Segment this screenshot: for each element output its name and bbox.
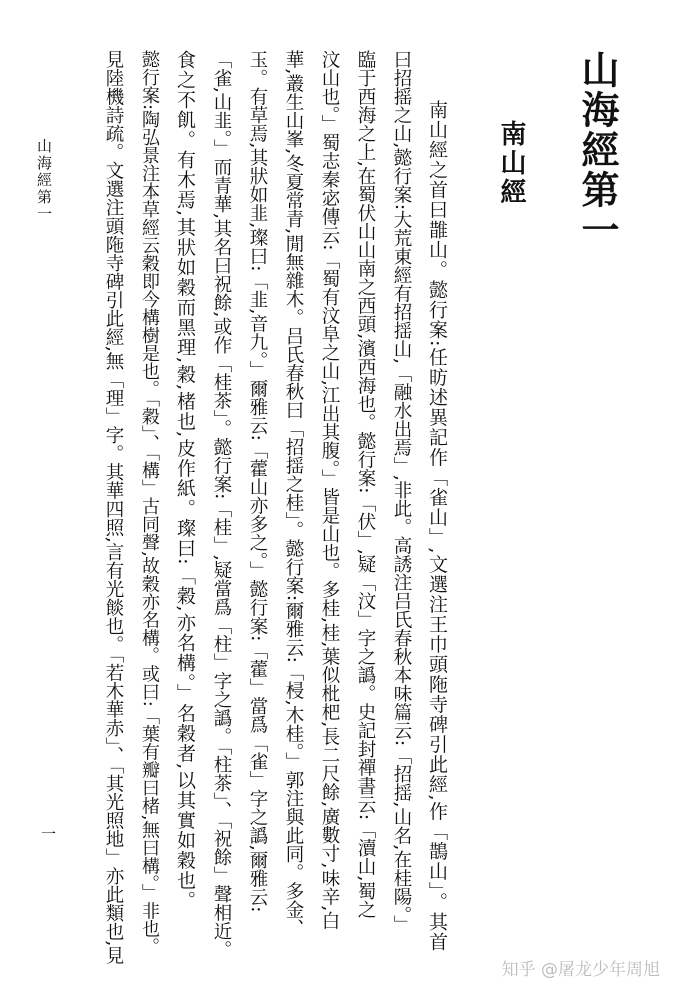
running-head: 山海經第一 [35, 138, 53, 223]
page-number: 一 [39, 826, 57, 841]
text-column-2: 曰招摇之山,懿行案:大荒東經有招揺山,「融水出焉」,非此。高誘注吕氏春秋本味篇云:「招揺,山名,在桂陽。」 [391, 50, 412, 934]
text-column-1: 南山經之首曰䧿山。懿行案:任昉述異記作「雀山」,文選注王巾頭陁寺碑引此經,作「鵲山」。其首 [426, 100, 448, 952]
watermark: 知乎 @屠龙少年周旭 [501, 960, 660, 980]
text-column-10: 見陸機詩疏。文選注頭陁寺碑引此經,無「理」字。其華四照,言有光餤也。「若木華赤」、「其光照地」亦此類也,見 [103, 50, 124, 965]
text-column-5: 華,叢生山峯,冬夏常青,閒無雜木。吕氏春秋曰「招揺之桂」。懿行案:爾雅云:「梫,木桂。」郭注與此同。多金、 [283, 50, 304, 937]
section-title: 南山經 [496, 120, 526, 207]
text-column-7: 「雀,山韭。」而青華,其名曰祝餘,或作「桂茶」。懿行案:「桂」,疑當爲「柱」字之譌。「柱茶」、「祝餘」聲相近。 [211, 50, 232, 959]
text-column-6: 玉。有草焉,其狀如韭,璨曰:「韭,音九。」爾雅云:「藿山亦多之。」懿行案:「藿」當爲「雀」字之譌,爾雅云: [247, 50, 268, 913]
text-column-3: 臨于西海之上,在蜀伏山山南之西頭,濱西海也。懿行案:「伏」,疑「汶」字之譌。史記封禪書云:「瀆山,蜀之 [355, 50, 376, 919]
text-column-9: 懿行案:陶弘景注本草經云穀即今構樹是也。「穀」、「構」古同聲,故穀亦名構。或曰:「葉有瓣曰楮,無曰構。」非也。 [139, 50, 160, 956]
chapter-title: 山海經第一 [575, 50, 620, 250]
text-column-8: 食之不飢。有木焉,其狀如穀而黑理,穀,楮也,皮作紙。璨曰:「穀,亦名構。」名穀者,以其實如穀也。 [174, 50, 196, 911]
text-column-4: 汶山也。」蜀志秦宓傳云:「蜀有汶阜之山,江出其腹。」皆是山也。多桂,桂,葉似枇杷,長二尺餘,廣數寸,味辛,白 [319, 50, 340, 930]
